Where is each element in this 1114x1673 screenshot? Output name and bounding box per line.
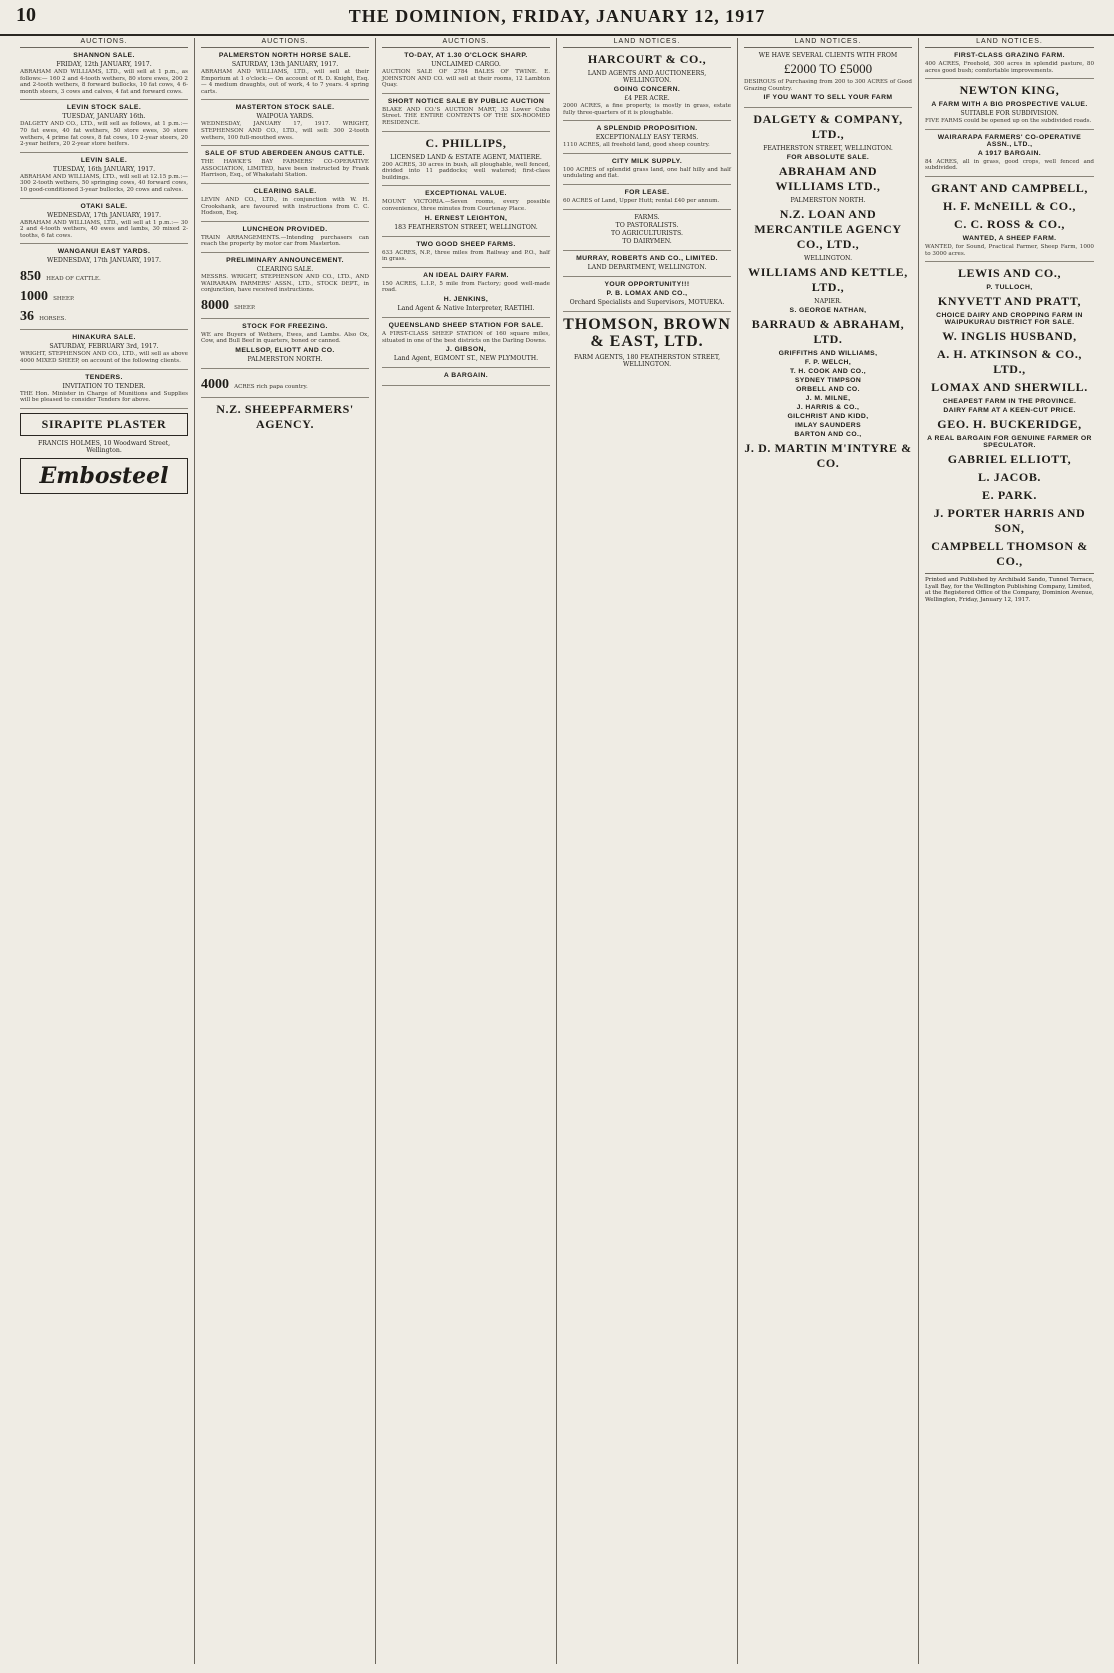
column-header: LAND NOTICES. [744,38,912,48]
notice-intro: WE HAVE SEVERAL CLIENTS WITH FROM [758,52,898,59]
firm-name: N.Z. LOAN AND MERCANTILE AGENCY CO., LTD., [754,207,902,252]
notice-call: IF YOU WANT TO SELL YOUR FARM [763,94,893,102]
ad-body: WE are Buyers of Wethers, Ewes, and Lambs. Also Ox, Cow, and Bull Beef in quarters, boned or canned. [201,331,369,345]
ad-subtitle: SATURDAY, 13th JANUARY, 1917. [231,61,339,68]
ad-body: THE Hon. Minister in Charge of Munitions and Supplies will be pleased to consider Tenders for above. [20,390,188,404]
ad-block [201,257,369,319]
ad-subtitle: EXCEPTIONALLY EASY TERMS. [595,134,699,142]
ad-body: 1110 ACRES, all freehold land, good sheep country. [563,142,710,149]
ad-body: WRIGHT, STEPHENSON AND CO., LTD., will sell as above 4000 MIXED SHEEP, on account of the following clients. [20,351,188,364]
ad-body: WANTED, for Sound, Practical Farmer, Sheep Farm, 1000 to 3000 acres. [925,243,1094,257]
ad-subtitle: SUITABLE FOR SUBDIVISION. [960,110,1059,118]
ad-body: 400 ACRES, Freehold, 300 acres in splendid pasture, 80 acres good bush; comfortable improvements. [925,61,1094,74]
firm-name: LOMAX AND SHERWILL. [931,380,1088,395]
ad-block [382,98,550,132]
firm-name: J. PORTER HARRIS AND SON, [933,506,1086,536]
ad-title: FOR ABSOLUTE SALE. [786,154,870,162]
ad-block [563,86,731,121]
ad-block [201,226,369,253]
firm-name: GABRIEL ELLIOTT, [947,452,1072,467]
agent-name: H. JENKINS, [443,295,489,303]
ad-block [563,125,731,154]
stock-number: 850 [20,269,41,285]
ad-block [382,272,550,318]
ad-block [201,373,369,398]
stock-label: ACRES rich papa country. [234,383,308,390]
ad-body: ABRAHAM AND WILLIAMS, LTD., will sell at 1 p.m., as follows:— 160 2 and 4-tooth wethers, 80 store ewes, 200 2 and 2-tooth wethers, 8 forward bullocks, 10 fat cows, 4 6-month steers, 3 cows and calves, 4 fat and forward cows. [20,69,188,95]
agent-name: J. GIBSON, [445,346,487,354]
ad-block [382,322,550,368]
notice-item: TO DAIRYMEN. [622,237,672,245]
ad-title: FIRST-CLASS GRAZING FARM. [954,52,1065,59]
notice-item: FARMS. [634,213,660,221]
firm-address: FEATHERSTON STREET, WELLINGTON. [763,145,893,153]
column-1 [14,38,195,1664]
ad-block [20,203,188,245]
ad-subtitle: WEDNESDAY, 17th JANUARY, 1917. [47,257,161,265]
ad-subtitle: WAIPOUA YARDS. [256,113,314,121]
ad-title: YOUR OPPORTUNITY!!! [604,280,690,288]
column-2 [195,38,376,1664]
ad-block [20,52,188,100]
ad-body: 150 ACRES, L.I.P., 5 mile from Factory; good well-made road. [382,280,550,294]
page-number: 10 [16,4,36,26]
ad-block [382,372,550,386]
column-header: AUCTIONS. [382,38,550,48]
firm-name: NEWTON KING, [959,83,1060,98]
firm-name: DALGETY & COMPANY, LTD., [753,112,903,142]
firm-name: W. INGLIS HUSBAND, [942,329,1077,344]
ad-body: 84 ACRES, all in grass, good crops, well fenced and subdivided. [925,158,1094,172]
ad-body: AUCTION SALE OF 2784 BALES OF TWINE. E. JOHNSTON AND CO. will sell at their rooms, 12 Lambton Quay. [382,69,550,89]
ad-title: QUEENSLAND SHEEP STATION FOR SALE. [388,321,544,329]
ad-title: A SPLENDID PROPOSITION. [596,125,698,133]
firm-name: GILCHRIST AND KIDD, [787,413,869,421]
ad-subtitle: CLEARING SALE. [256,265,314,273]
ad-body: 100 ACRES of splendid grass land, one half hilly and half undulating and flat. [563,166,731,180]
agency-name: MELLSOP, ELIOTT AND CO. [235,346,335,354]
stock-number: 1000 [20,289,48,305]
ad-block [563,158,731,185]
ad-block [563,189,731,210]
ad-body: ABRAHAM AND WILLIAMS, LTD., will sell at 1 p.m.:— 30 2 and 4-tooth wethers, 40 ewes and lambs, 30 mixed 2-tooths, 6 fat cows. [20,219,188,239]
column-4 [557,38,738,1664]
firm-name: L. JACOB. [977,470,1042,485]
masthead [0,0,1114,36]
ad-title: CITY MILK SUPPLY. [611,157,683,165]
ad-subtitle: TUESDAY, JANUARY 16th. [62,113,146,121]
firm-name: J. HARRIS & CO., [796,404,860,412]
ad-title: A REAL BARGAIN FOR GENUINE FARMER OR SPECULATOR. [927,435,1092,450]
firm-name: ABRAHAM AND WILLIAMS LTD., [775,164,881,194]
stock-number: 8000 [201,297,229,313]
stock-label: HEAD OF CATTLE. [46,276,101,283]
sirapite-plaster-ad: SIRAPITE PLASTER [20,413,188,436]
stock-count [201,373,369,393]
firm-name: H. F. McNEILL & CO., [943,198,1076,213]
stock-count [20,285,188,305]
firm-address: PALMERSTON NORTH. [790,197,866,205]
ad-title: OTAKI SALE. [80,202,128,210]
column-3 [376,38,557,1664]
ad-title: CLEARING SALE. [253,187,317,195]
ad-block [382,52,550,94]
column-5 [738,38,919,1664]
ad-subtitle: TUESDAY, 16th JANUARY, 1917. [52,165,156,173]
ad-block [563,255,731,277]
firm-name: SYDNEY TIMPSON [794,377,862,385]
ad-body: 200 ACRES, 30 acres in bush, all ploughable, well fenced, divided into 11 paddocks; well watered; first-class buildings. [382,161,550,181]
ad-body: FIVE FARMS could be opened up on the subdivided roads. [925,118,1092,125]
ad-body: ABRAHAM AND WILLIAMS, LTD., will sell at 12.15 p.m.:— 300 2-tooth wethers, 50 springing cows, 40 forward cows, 10 good-conditioned 3-year bullocks, 20 cows and calves. [20,173,188,193]
ad-body: WEDNESDAY, JANUARY 17, 1917. WRIGHT, STEPHENSON AND CO., LTD., will sell: 300 2-tooth wethers, 100 full-mouthed ewes. [201,121,369,141]
column-header: AUCTIONS. [201,38,369,48]
ad-title: SHORT NOTICE SALE BY PUBLIC AUCTION [387,97,545,105]
ad-block [20,334,188,369]
ad-body: THE HAWKE'S BAY FARMERS' CO-OPERATIVE ASSOCIATION, LIMITED, have been instructed by Frank Harrison, Esq., of Whakatahi Station. [201,159,369,179]
ad-block [20,374,188,409]
ad-title: MASTERTON STOCK SALE. [235,104,335,112]
ad-title: WANTED, A SHEEP FARM. [962,234,1057,242]
firm-address: WELLINGTON. [803,255,853,263]
stock-number: 36 [20,309,34,325]
notice-body: DESIROUS of Purchasing from 200 to 300 ACRES of Good Grazing Country. [744,79,912,92]
ad-subtitle: FRIDAY, 12th JANUARY, 1917. [56,61,152,68]
ad-body: TRAIN ARRANGEMENTS.—Intending purchasers can reach the property by motor car from Masterton. [201,234,369,248]
stock-label: HORSES. [39,316,67,323]
ad-title: LEVIN STOCK SALE. [66,104,142,112]
embosteel-logo: Embosteel [20,458,188,494]
firm-name: LEWIS AND CO., [957,266,1062,281]
ad-body: 2000 ACRES, a fine property, is mostly in grass, estate fully three-quarters of it is ploughable. [563,103,731,116]
sheepfarmers-agency: N.Z. SHEEPFARMERS' AGENCY. [216,401,354,431]
ad-title: STOCK FOR FREEZING. [242,322,328,330]
ad-subtitle: £4 PER ACRE. [624,95,670,102]
firm-name: GRIFFITHS AND WILLIAMS, [778,350,878,358]
ad-block [925,52,1094,79]
ad-title: LEVIN SALE. [80,156,128,164]
ad-block [925,235,1094,262]
ad-block [563,281,731,312]
ad-block [201,52,369,100]
firm-name: S. GEORGE NATHAN, [789,307,867,315]
ad-body: LEVIN AND CO., LTD., in conjunction with W. H. Crookshank, are favoured with instructions from C. C. Hodson, Esq. [201,196,369,217]
ad-title: SHANNON SALE. [73,52,135,59]
firm-name: CAMPBELL THOMSON & CO., [931,539,1088,569]
column-header: LAND NOTICES. [925,38,1094,48]
ad-block [925,150,1094,177]
firm-name: A. H. ATKINSON & CO., LTD., [936,347,1083,377]
firm-name: HARCOURT & CO., [587,52,707,66]
firm-address: NAPIER. [814,298,842,306]
ad-body: MESSRS. WRIGHT, STEPHENSON AND CO., LTD., AND WAIRARAPA FARMERS' ASSN., LTD., STOCK DEPT., in conjunction, have received instructions. [201,273,369,294]
ad-title: A BARGAIN. [443,372,489,380]
stock-label: SHEEP. [53,296,75,303]
column-header: LAND NOTICES. [563,38,731,48]
ad-body: A FIRST-CLASS SHEEP STATION of 160 square miles, situated in one of the best districts on the Darling Downs. [382,330,550,344]
ad-subtitle: WEDNESDAY, 17th JANUARY, 1917. [47,211,161,219]
agent-name: C. PHILLIPS, [425,135,507,150]
firm-name: P. TULLOCH, [986,284,1033,292]
ad-title: CHOICE DAIRY AND CROPPING FARM IN WAIPUKURAU DISTRICT FOR SALE. [936,312,1083,327]
buyers-notice [744,52,912,108]
firm-name: BARTON AND CO., [794,431,862,439]
ad-title: SALE OF STUD ABERDEEN ANGUS CATTLE. [205,150,365,158]
firm-name: ORBELL AND CO. [796,386,860,394]
ad-block [20,248,188,330]
ad-title: AN IDEAL DAIRY FARM. [423,271,509,279]
stock-label: SHEEP. [234,304,256,311]
agent-address: 183 FEATHERSTON STREET, WELLINGTON. [394,223,538,231]
notice-item: TO PASTORALISTS. [615,221,679,229]
ad-subtitle: SATURDAY, FEBRUARY 3rd, 1917. [49,343,159,351]
firm-name: E. PARK. [982,488,1037,503]
firm-name: MURRAY, ROBERTS AND CO., LIMITED. [576,254,718,262]
ad-title: LUNCHEON PROVIDED. [242,225,328,233]
ad-title: A 1917 BARGAIN. [977,149,1042,157]
stock-count [20,305,188,325]
stock-count [20,265,188,285]
ad-block [382,241,550,268]
ad-title: FOR LEASE. [624,188,670,196]
ad-body: BLAKE AND CO.'S AUCTION MART, 33 Lower Cuba Street. THE ENTIRE CONTENTS OF THE SIX-ROOMED RESIDENCE. [382,106,550,126]
ad-subtitle: LICENSED LAND & ESTATE AGENT, MATIERE. [390,153,542,161]
newspaper-columns [14,38,1100,1664]
ad-body: MOUNT VICTORIA.—Seven rooms, every possible convenience, three minutes from Courtenay Place. [382,199,550,212]
firm-name: T. H. COOK AND CO., [789,368,867,376]
firm-name: J. M. MILNE, [805,395,851,403]
ad-block [201,150,369,184]
notice-list [563,214,731,251]
agency-address: PALMERSTON NORTH. [247,355,323,363]
firm-address: Orchard Specialists and Supervisors, MOTUEKA. [569,298,725,306]
ad-block [925,101,1094,130]
notice-amount: £2000 TO £5000 [783,61,873,76]
ad-body: 633 ACRES, N.P., three miles from Railway and P.O., half in grass. [382,249,550,263]
ad-block [201,104,369,146]
firm-name: GEO. H. BUCKERIDGE, [937,417,1082,432]
ad-subtitle: Land Agent & Native Interpreter, RAETIHI. [397,304,535,312]
firm-name-large: THOMSON, BROWN & EAST, LTD. [563,315,731,350]
ad-title: HINAKURA SALE. [72,334,136,342]
notice-item: TO AGRICULTURISTS. [610,229,684,237]
ad-title: PRELIMINARY ANNOUNCEMENT. [226,256,344,264]
firm-name: WAIRARAPA FARMERS' CO-OPERATIVE ASSN., LTD., [937,133,1082,148]
stock-count [201,294,369,314]
ad-title: PALMERSTON NORTH HORSE SALE. [218,52,352,59]
ad-block [20,104,188,152]
ad-subtitle: Land Agent, EGMONT ST., NEW PLYMOUTH. [393,355,539,363]
firm-name: WILLIAMS AND KETTLE, LTD., [748,265,908,295]
ad-block [382,190,550,236]
column-6 [919,38,1100,1664]
ad-block [20,157,188,199]
firm-name: BARRAUD & ABRAHAM, LTD. [751,317,905,347]
ad-block [201,188,369,222]
agent-name: H. ERNEST LEIGHTON, [424,214,508,222]
ad-title: TENDERS. [85,373,123,381]
firm-name: KNYVETT AND PRATT, [937,294,1082,309]
ad-title: EXCEPTIONAL VALUE. [425,190,507,198]
firm-address: FARM AGENTS, 180 FEATHERSTON STREET, WELLINGTON. [573,353,721,368]
ad-title: GOING CONCERN. [613,86,681,93]
firm-name: IMLAY SAUNDERS [794,422,862,430]
ad-body: DALGETY AND CO., LTD., will sell as follows, at 1 p.m.:— 70 fat ewes, 40 fat wethers, 50 store ewes, 30 store wethers, 4 prime fat cows, 8 fat cows, 10 2-year steers, 20 2-year heifers, 20 2-year store heifers. [20,121,188,148]
ad-block [382,136,550,187]
ad-title: TO-DAY, AT 1.30 O'CLOCK SHARP. [404,52,528,59]
ad-title: A FARM WITH A BIG PROSPECTIVE VALUE. [931,101,1088,109]
ad-block [201,323,369,369]
firm-address: LAND AGENTS AND AUCTIONEERS, WELLINGTON. [587,70,707,84]
firm-name: J. D. MARTIN M'INTYRE & CO. [744,441,912,471]
firm-name: F. P. WELCH, [804,359,852,367]
ad-title: TWO GOOD SHEEP FARMS. [416,240,516,248]
firm-address: LAND DEPARTMENT, WELLINGTON. [587,263,707,271]
ad-title: WANGANUI EAST YARDS. [57,248,151,256]
ad-body: 60 ACRES of Land, Upper Hutt; rental £40 per annum. [563,197,720,204]
column-header: AUCTIONS. [20,38,188,48]
ad-title: CHEAPEST FARM IN THE PROVINCE. [942,398,1077,406]
ad-title: DAIRY FARM AT A KEEN-CUT PRICE. [943,407,1076,415]
newspaper-title: THE DOMINION, FRIDAY, JANUARY 12, 1917 [348,6,766,26]
ad-body: ABRAHAM AND WILLIAMS, LTD., will sell at their Emporium at 1 o'clock:— On account of R. D. Knight, Esq.— 4 medium draughts, out of work, 4 to 7 years. 4 spring carts. [201,69,369,95]
publisher-imprint: Printed and Published by Archibald Sando, Tunnel Terrace, Lyall Bay, for the Wellington Publishing Company, Limited, at the Registered Office of the Company, Dominion Avenue, Wellington, Friday, January 12, 1917. [925,573,1094,603]
firm-name: P. B. LOMAX AND CO., [606,289,688,297]
firm-name: GRANT AND CAMPBELL, [931,180,1088,195]
advertiser-address: FRANCIS HOLMES, 10 Woodward Street, Wellington. [37,439,171,454]
firm-name: C. C. ROSS & CO., [954,216,1065,231]
ad-subtitle: UNCLAIMED CARGO. [431,61,501,68]
ad-subtitle: INVITATION TO TENDER. [62,382,146,390]
stock-number: 4000 [201,376,229,392]
